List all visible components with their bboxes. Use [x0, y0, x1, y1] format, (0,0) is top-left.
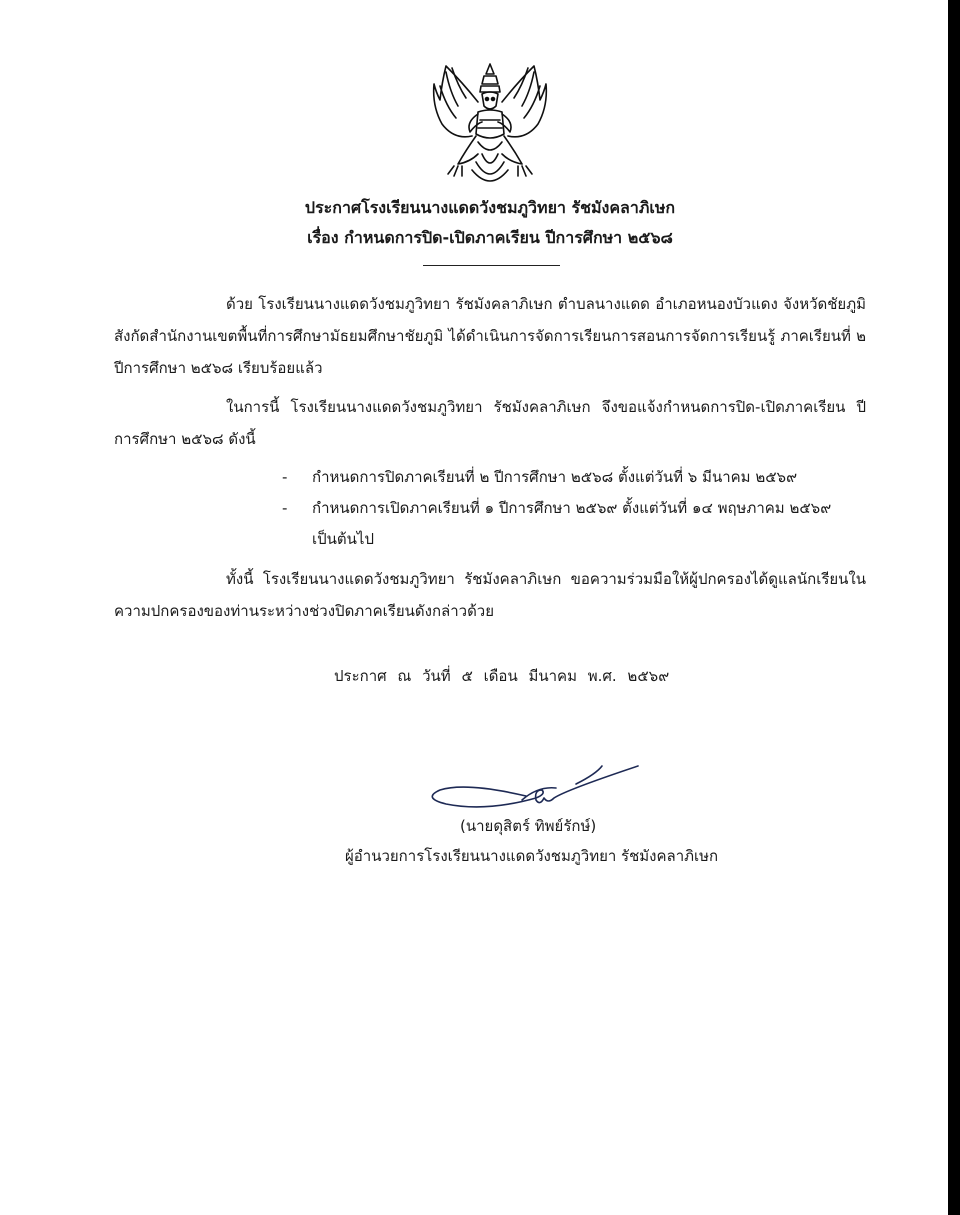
schedule-item-open: [282, 493, 866, 555]
body-paragraph-3: [114, 563, 866, 627]
announcement-subject: เรื่อง กำหนดการปิด-เปิดภาคเรียน ปีการศึกษา ๒๕๖๘: [307, 228, 673, 247]
paragraph-3-text: ทั้งนี้ โรงเรียนนางแดดวังชมภูวิทยา รัชมังคลาภิเษก ขอความร่วมมือให้ผู้ปกครองได้ดูแลนักเรียนในความปกครองของท่านระหว่างช่วงปิดภาคเรียนดังกล่าวด้วย: [114, 570, 866, 620]
bullet-dash: -: [282, 468, 288, 486]
schedule-item-text: กำหนดการปิดภาคเรียนที่ ๒ ปีการศึกษา ๒๕๖๘ ตั้งแต่วันที่ ๖ มีนาคม ๒๕๖๙: [312, 468, 798, 486]
signatory-name: (นายดุสิตร์ ทิพย์รักษ์): [460, 817, 597, 835]
garuda-emblem-icon: [432, 62, 548, 190]
title-divider: [423, 265, 560, 266]
bullet-dash: -: [282, 499, 288, 517]
paragraph-2-text: ในการนี้ โรงเรียนนางแดดวังชมภูวิทยา รัชมังคลาภิเษก จึงขอแจ้งกำหนดการปิด-เปิดภาคเรียน ปีการศึกษา ๒๕๖๘ ดังนี้: [114, 398, 866, 448]
body-paragraph-1: [114, 288, 866, 384]
announcement-title: ประกาศโรงเรียนนางแดดวังชมภูวิทยา รัชมังคลาภิเษก: [304, 198, 676, 217]
body-paragraph-2: [114, 391, 866, 455]
schedule-item-text: กำหนดการเปิดภาคเรียนที่ ๑ ปีการศึกษา ๒๕๖๙ ตั้งแต่วันที่ ๑๔ พฤษภาคม ๒๕๖๙ เป็นต้นไป: [312, 499, 832, 548]
announcement-date: ประกาศ ณ วันที่ ๕ เดือน มีนาคม พ.ศ. ๒๕๖๙: [334, 667, 670, 685]
paragraph-1-text: ด้วย โรงเรียนนางแดดวังชมภูวิทยา รัชมังคลาภิเษก ตำบลนางแดด อำเภอหนองบัวแดง จังหวัดชัยภูมิ สังกัดสำนักงานเขตพื้นที่การศึกษามัธยมศึกษาชัยภูมิ ได้ดำเนินการจัดการเรียนการสอนการจัดการเรียนรู้ ภาคเรียนที่ ๒ ปีการศึกษา ๒๕๖๘ เรียบร้อยแล้ว: [114, 295, 866, 377]
schedule-list: [282, 462, 866, 555]
schedule-item-close: [282, 462, 866, 493]
signatory-position: ผู้อำนวยการโรงเรียนนางแดดวังชมภูวิทยา รัชมังคลาภิเษก: [345, 847, 719, 865]
